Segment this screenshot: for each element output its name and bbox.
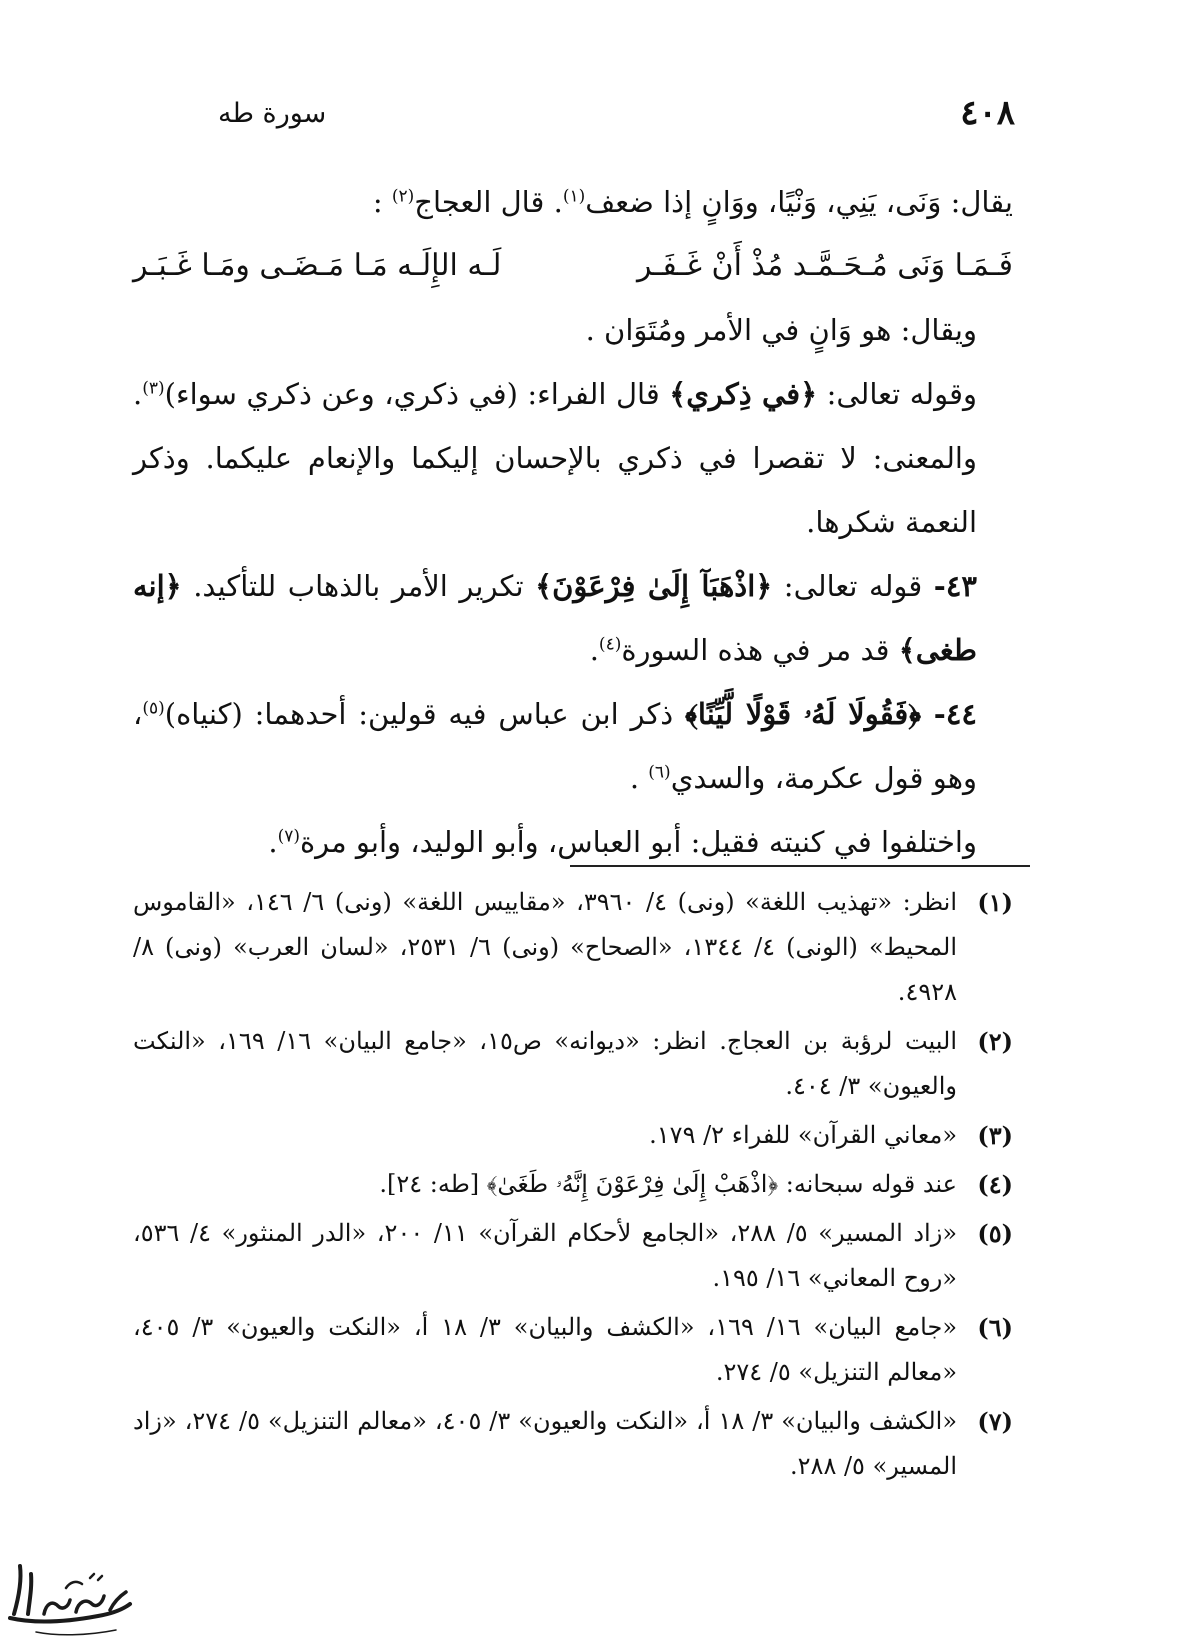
footnote-text: البيت لرؤبة بن العجاج. انظر: «ديوانه» ص١٥، «جامع البيان» ١٦/ ١٦٩، «النكت والعيون» ٣/ ٤٠٤. bbox=[133, 1027, 958, 1100]
text-run: قوله تعالى: bbox=[772, 569, 934, 603]
footnote-ref-6[interactable]: (٦) bbox=[648, 762, 671, 783]
paragraph-4 bbox=[133, 554, 1013, 682]
verse-second-hemistich: لَـه الإِلَـه مَـا مَـضَـى ومَـا غَـبَـر bbox=[133, 248, 502, 283]
footnote-item bbox=[133, 1113, 1013, 1158]
text-run: وقوله تعالى: bbox=[817, 377, 977, 411]
quran-quote: ﴿في ذِكري﴾ bbox=[669, 377, 818, 411]
footnote-ref-1[interactable]: (١) bbox=[562, 186, 586, 207]
footnote-ref-2[interactable]: (٢) bbox=[391, 186, 415, 207]
text-run: . والمعنى: لا تقصرا في ذكري بالإحسان إليكما والإنعام عليكما. وذكر النعمة شكرها. bbox=[133, 377, 977, 539]
footnote-marker: (٦) bbox=[977, 1313, 1013, 1342]
footnote-ref-7[interactable]: (٧) bbox=[277, 826, 300, 847]
footnote-divider bbox=[570, 865, 1030, 867]
footnote-item bbox=[133, 1305, 1013, 1395]
footnotes bbox=[133, 880, 1013, 1493]
quran-quote: ﴿اذْهَبَآ إِلَىٰ فِرْعَوْنَ﴾ bbox=[535, 569, 773, 603]
footnote-marker: (٥) bbox=[977, 1219, 1013, 1248]
footnote-item bbox=[133, 1399, 1013, 1489]
footnote-item bbox=[133, 880, 1013, 1015]
text-run: يقال: وَنَى، يَنِي، وَنْيًا، ووَانٍ إذا ضعف bbox=[585, 185, 1013, 219]
paragraph-5 bbox=[133, 682, 1013, 810]
footnote-text: «الكشف والبيان» ٣/ ١٨ أ، «النكت والعيون» ٣/ ٤٠٥، «معالم التنزيل» ٥/ ٢٧٤، «زاد المسير» ٥/ ٢٨٨. bbox=[133, 1407, 958, 1480]
quran-quote: ﴿فَقُولَا لَهُۥ قَوْلًا لَّيِّنًا﴾ bbox=[685, 697, 934, 731]
footnote-text: «معاني القرآن» للفراء ٢/ ١٧٩. bbox=[649, 1121, 957, 1149]
main-text bbox=[133, 170, 1013, 874]
text-run: قد مر في هذه السورة bbox=[621, 633, 899, 667]
text-run: قال الفراء: (في ذكري، وعن ذكري سواء) bbox=[164, 377, 670, 411]
text-run: تكرير الأمر بالذهاب للتأكيد. bbox=[181, 569, 536, 603]
text-run: . bbox=[268, 825, 278, 859]
paragraph-2: ويقال: هو وَانٍ في الأمر ومُتَوَان . bbox=[585, 313, 977, 347]
page-header bbox=[218, 88, 1015, 138]
footnote-marker: (٢) bbox=[977, 1027, 1013, 1056]
footnote-text: «زاد المسير» ٥/ ٢٨٨، «الجامع لأحكام القرآن» ١١/ ٢٠٠، «الدر المنثور» ٤/ ٥٣٦، «روح المعاني» ١٦/ ١٩٥. bbox=[133, 1219, 957, 1292]
verse-number: ٤٣- bbox=[933, 569, 977, 603]
running-title: سورة طه bbox=[218, 97, 327, 129]
text-run: . bbox=[589, 633, 599, 667]
footnote-text: عند قوله سبحانه: ﴿اذْهَبْ إِلَىٰ فِرْعَوْنَ إِنَّهُۥ طَغَىٰ﴾ [طه: ٢٤]. bbox=[379, 1170, 957, 1198]
footnote-ref-5[interactable]: (٥) bbox=[142, 698, 165, 719]
footnote-marker: (١) bbox=[977, 888, 1013, 917]
footnote-item bbox=[133, 1211, 1013, 1301]
footnote-ref-4[interactable]: (٤) bbox=[598, 634, 622, 655]
footnote-marker: (٤) bbox=[977, 1170, 1013, 1199]
quran-quote: ﴿إنه طغى﴾ bbox=[133, 569, 977, 667]
verse-first-hemistich: فَـمَـا وَنَى مُـحَـمَّـد مُذْ أَنْ غَـفَـر bbox=[637, 248, 1013, 283]
footnote-ref-3[interactable]: (٣) bbox=[142, 378, 165, 399]
footnote-item bbox=[133, 1019, 1013, 1109]
footnote-item bbox=[133, 1162, 1013, 1207]
text-run: واختلفوا في كنيته فقيل: أبو العباس، وأبو الوليد، وأبو مرة bbox=[299, 825, 977, 859]
text-run: . قال العجاج bbox=[414, 185, 563, 219]
text-run: . bbox=[629, 761, 649, 795]
paragraph-3 bbox=[133, 362, 1013, 554]
text-run: : bbox=[372, 185, 383, 219]
verse-number: ٤٤- bbox=[933, 697, 977, 731]
paragraph-1 bbox=[133, 170, 1013, 234]
footnote-marker: (٣) bbox=[977, 1121, 1013, 1150]
text-run: ذكر ابن عباس فيه قولين: أحدهما: (كنياه) bbox=[164, 697, 686, 731]
page-number: ٤٠٨ bbox=[960, 93, 1015, 133]
footnote-marker: (٧) bbox=[977, 1407, 1013, 1436]
footnote-text: انظر: «تهذيب اللغة» (ونى) ٤/ ٣٩٦٠، «مقاييس اللغة» (ونى) ٦/ ١٤٦، «القاموس المحيط» (الونى) ٤/ ١٣٤٤، «الصحاح» (ونى) ٦/ ٢٥٣١، «لسان العرب» (ونى) ٨/ ٤٩٢٨. bbox=[133, 888, 958, 1006]
poetry-verse bbox=[133, 234, 1013, 298]
calligraphy-watermark-logo bbox=[6, 1552, 136, 1644]
footnote-text: «جامع البيان» ١٦/ ١٦٩، «الكشف والبيان» ٣/ ١٨ أ، «النكت والعيون» ٣/ ٤٠٥، «معالم التنزيل» ٥/ ٢٧٤. bbox=[133, 1313, 958, 1386]
text-run: ، وهو قول عكرمة، والسدي bbox=[133, 697, 977, 795]
